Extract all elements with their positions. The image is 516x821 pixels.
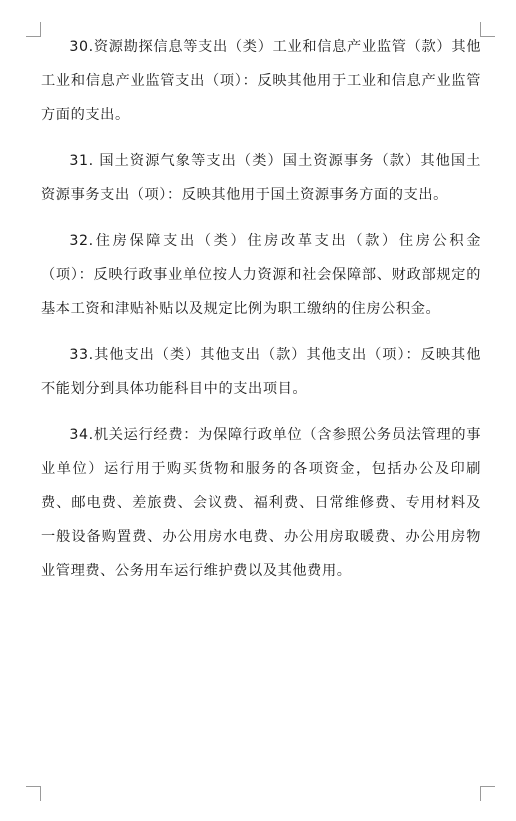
paragraph-31: 31. 国土资源气象等支出（类）国土资源事务（款）其他国土资源事务支出（项）：反映其他用于国土资源事务方面的支出。	[41, 153, 481, 203]
crop-mark-top-right	[480, 22, 495, 37]
crop-mark-bottom-right	[480, 786, 495, 801]
crop-mark-top-left	[26, 22, 41, 37]
document-body	[41, 30, 481, 600]
paragraph-34: 34.机关运行经费：为保障行政单位（含参照公务员法管理的事业单位）运行用于购买货物和服务的各项资金，包括办公及印刷费、邮电费、差旅费、会议费、福利费、日常维修费、专用材料及一般设备购置费、办公用房水电费、办公用房取暖费、办公用房物业管理费、公务用车运行维护费以及其他费用。	[41, 427, 481, 579]
paragraph-30: 30.资源勘探信息等支出（类）工业和信息产业监管（款）其他工业和信息产业监管支出（项）：反映其他用于工业和信息产业监管方面的支出。	[41, 39, 481, 123]
crop-mark-bottom-left	[26, 786, 41, 801]
paragraph-33: 33.其他支出（类）其他支出（款）其他支出（项）：反映其他不能划分到具体功能科目中的支出项目。	[41, 347, 481, 397]
paragraph-32: 32.住房保障支出（类）住房改革支出（款）住房公积金（项）：反映行政事业单位按人力资源和社会保障部、财政部规定的基本工资和津贴补贴以及规定比例为职工缴纳的住房公积金。	[41, 233, 481, 317]
